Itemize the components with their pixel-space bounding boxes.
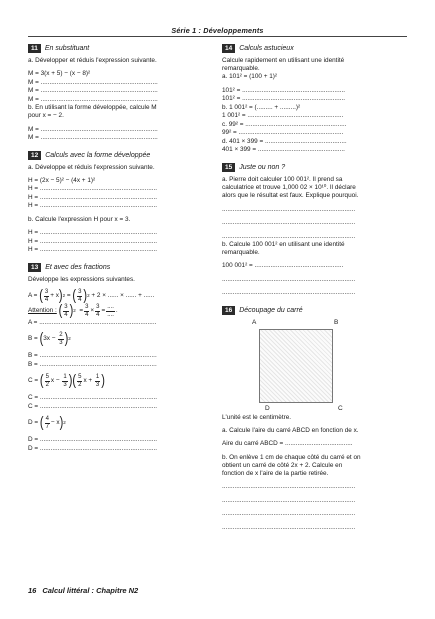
question-a-cont: alors que le résultat est faux. Explique pourquoi.	[222, 192, 359, 200]
expression-h: H = (2x − 5)² − (4x + 1)²	[28, 176, 96, 184]
answer-line[interactable]: D = ..................................................................	[28, 436, 158, 444]
exercise-number: 15	[222, 163, 235, 172]
answer-line[interactable]: 101² = ..........................................................	[222, 86, 346, 94]
exercise-title: Calculs astucieux	[239, 45, 294, 52]
answer-line[interactable]: 100 001² = ..................................................	[222, 262, 344, 270]
exercise-number: 16	[222, 306, 235, 315]
expression-b: B = ( 3x − $\frac{2}{3}$ ) 2	[28, 331, 71, 347]
answer-line[interactable]: M = ..................................................................	[28, 78, 158, 86]
expression-label: B =	[28, 335, 38, 343]
question-b[interactable]: b. 1 001² = (......... + .........)²	[222, 103, 301, 111]
question-b: b. Calcule 100 001² en utilisant une identité	[222, 241, 345, 249]
answer-line[interactable]: H = ..................................................................	[28, 202, 158, 210]
exercise-title: En substituant	[44, 45, 90, 52]
answer-line[interactable]: ...........................................................................	[222, 289, 356, 297]
answer-line[interactable]: ...........................................................................	[222, 523, 356, 531]
exercise-title: Découpage du carré	[239, 306, 303, 314]
expression-d: D = ( $\frac{4}{7}$ − x ) 2	[28, 415, 66, 431]
exercise-title: Calculs avec la forme développée	[45, 151, 151, 159]
answer-line[interactable]: ...........................................................................	[222, 275, 356, 283]
square-figure	[222, 319, 406, 414]
answer-line[interactable]: C = ..................................................................	[28, 394, 158, 402]
answer-line[interactable]: 99² = ...........................................................	[222, 129, 344, 137]
vertex-label-c: C	[338, 404, 343, 412]
answer-line[interactable]: B = ..................................................................	[28, 360, 157, 368]
answer-line[interactable]: ...........................................................................	[222, 232, 356, 240]
answer-line[interactable]: ...........................................................................	[222, 483, 356, 491]
exercise-12-heading	[28, 151, 208, 160]
answer-line[interactable]: ...........................................................................	[222, 205, 356, 213]
answer-line[interactable]: C = ..................................................................	[28, 402, 158, 410]
page-header: Série 1 : Développements	[28, 26, 407, 37]
answer-line[interactable]: ...........................................................................	[222, 219, 356, 227]
exercise-13-heading	[28, 263, 208, 272]
question-a: a. Développe et réduis l'expression suivante.	[28, 163, 155, 171]
answer-line[interactable]: ...........................................................................	[222, 496, 356, 504]
answer-line[interactable]: M = ..................................................................	[28, 95, 158, 103]
answer-line[interactable]: Aire du carré ABCD = ......................................	[222, 440, 353, 448]
question-a-cont: calculatrice et trouve 1,000 02 × 10¹⁰. Il déclare	[222, 184, 356, 192]
question-c[interactable]: c. 99² = .........................................................	[222, 120, 347, 128]
instructions: Calcule rapidement en utilisant une identité	[222, 57, 345, 64]
answer-line[interactable]: M = ..................................................................	[28, 87, 158, 95]
instructions-cont: remarquable.	[222, 65, 260, 73]
answer-line[interactable]: 1 001² = ......................................................	[222, 112, 344, 120]
question-a: a. Développer et réduis l'expression suivante.	[28, 57, 157, 64]
expression-label: C =	[28, 377, 39, 385]
question-b-cont: fonction de x l'aire de la partie retirée.	[222, 470, 329, 478]
left-column	[28, 44, 208, 453]
vertex-label-b: B	[334, 318, 339, 326]
vertex-label-a: A	[252, 318, 257, 326]
expression-rhs: + 2 × ...... × ...... + ......	[91, 291, 155, 299]
answer-line[interactable]: H = ..................................................................	[28, 193, 158, 201]
answer-line[interactable]: M = ..................................................................	[28, 125, 158, 133]
vertex-label-d: D	[265, 404, 270, 412]
question-b-cont: remarquable.	[222, 249, 260, 257]
question-a: a. Pierre doit calculer 100 001². Il prend sa	[222, 175, 343, 183]
page-footer	[28, 586, 138, 595]
question-b: b. On enlève 1 cm de chaque côté du carré et on	[222, 453, 361, 461]
exercise-15-heading	[222, 163, 406, 172]
answer-line[interactable]: ...........................................................................	[222, 510, 356, 518]
answer-line[interactable]: A = ..................................................................	[28, 318, 157, 326]
answer-line[interactable]: D = ..................................................................	[28, 444, 158, 452]
answer-line[interactable]: H = ..................................................................	[28, 237, 158, 245]
answer-line[interactable]: H = ..................................................................	[28, 246, 158, 254]
question-a: a. Calcule l'aire du carré ABCD en fonction de x.	[222, 427, 359, 435]
question-b-cont: pour x = − 2.	[28, 112, 64, 120]
answer-line[interactable]: H = ..................................................................	[28, 229, 158, 237]
answer-line[interactable]: 401 × 399 = .................................................	[222, 146, 345, 154]
question-b: b. En utilisant la forme développée, calcule M	[28, 104, 157, 112]
question-b: b. Calcule l'expression H pour x = 3.	[28, 215, 131, 223]
attention-note: Attention : ( $\frac{3}{4}$ ) 2 = $\frac{3}{4}$ × $\frac{3}{4}$ = $\frac{....}{....}$ .	[28, 302, 118, 319]
attention-label: Attention :	[28, 306, 57, 314]
hatched-square	[259, 329, 333, 403]
question-d[interactable]: d. 401 × 399 = ..............................................	[222, 137, 347, 145]
exercise-number: 12	[28, 151, 41, 160]
unit-note: L'unité est le centimètre.	[222, 413, 292, 421]
question-b-cont: obtient un carré de côté 2x + 2. Calcule en	[222, 462, 343, 470]
expression-c: C = ( $\frac{5}{2}$ x − $\frac{1}{3}$ ) ( $\frac{5}{2}$ x + $\frac{1}{3}$ )	[28, 373, 105, 389]
answer-line[interactable]: 101² = ..........................................................	[222, 95, 346, 103]
footer-title: Calcul littéral : Chapitre N2	[42, 586, 139, 595]
answer-line[interactable]: H = ..................................................................	[28, 185, 158, 193]
exercise-title: Juste ou non ?	[239, 163, 286, 171]
instructions: Développe les expressions suivantes.	[28, 275, 135, 283]
exercise-number: 11	[28, 44, 41, 53]
exercise-16-heading	[222, 306, 406, 315]
exercise-title: Et avec des fractions	[45, 263, 111, 271]
page-number: 16	[28, 586, 37, 595]
right-column	[222, 44, 406, 532]
question-a: a. 101² = (100 + 1)²	[222, 73, 278, 81]
exercise-14-heading	[222, 44, 406, 53]
expression-m: M = 3(x + 5) − (x − 8)²	[28, 70, 91, 78]
answer-line[interactable]: B = ..................................................................	[28, 352, 157, 360]
expression-label: A =	[28, 291, 38, 299]
exercise-number: 14	[222, 44, 235, 53]
expression-label: D =	[28, 419, 39, 427]
expression-a: A = ( $\frac{3}{4}$ + x ) 2 = ( $\frac{3}{4}$ ) 2 + 2 × ...... × ...... + ......	[28, 287, 155, 304]
exercise-11-heading	[28, 44, 208, 53]
answer-line[interactable]: M = ..................................................................	[28, 134, 158, 142]
exercise-number: 13	[28, 263, 41, 272]
